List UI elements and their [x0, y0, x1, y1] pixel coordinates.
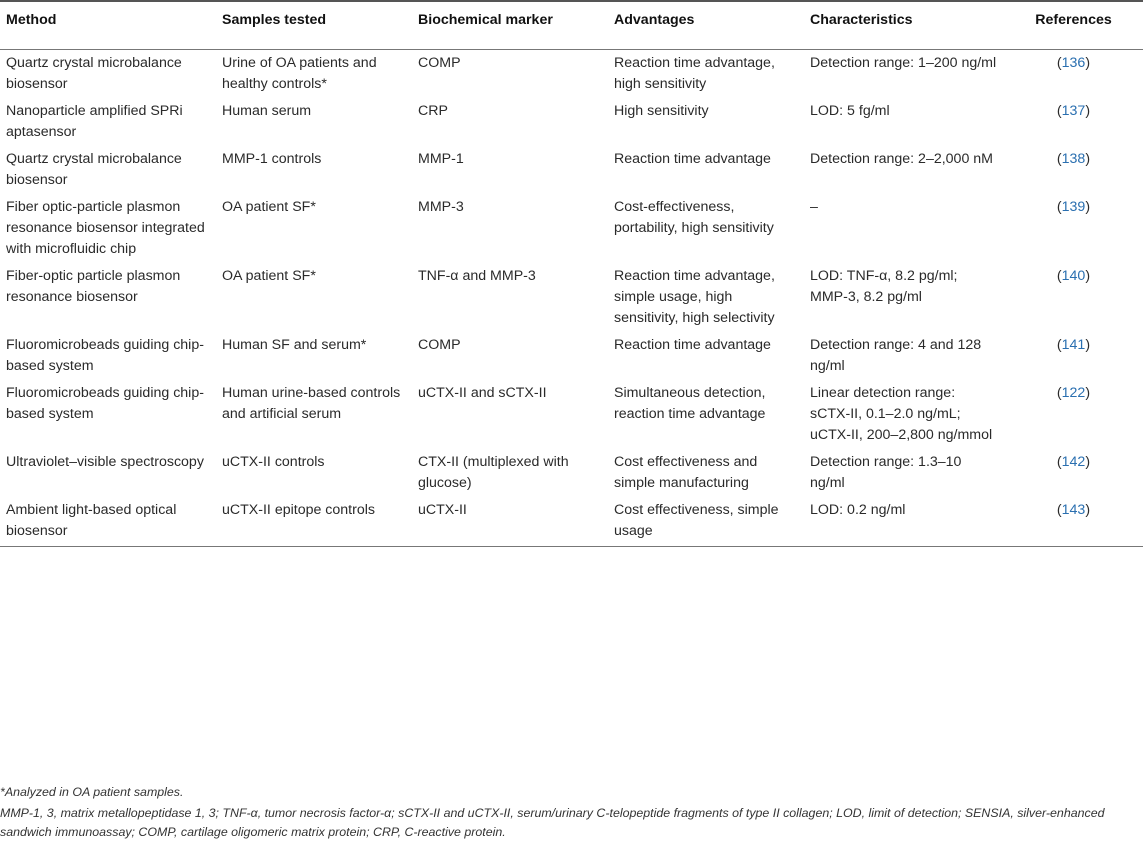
ref-open-paren: ( — [1056, 501, 1062, 518]
cell-advantages: High sensitivity — [614, 102, 709, 119]
cell-reference — [1004, 380, 1143, 449]
cell-characteristics: Detection range: 1–200 ng/ml — [810, 54, 997, 71]
cell-characteristics: Detection range: 2–2,000 nM — [810, 150, 993, 167]
reference-link[interactable]: 136 — [1061, 54, 1086, 71]
cell-marker: CTX-II (multiplexed with glucose) — [418, 453, 569, 491]
cell-marker: CRP — [418, 102, 448, 119]
ref-open-paren: ( — [1056, 267, 1062, 284]
cell-characteristics: LOD: 0.2 ng/ml — [804, 497, 1004, 547]
cell-samples: Human SF and serum* — [222, 336, 367, 353]
header-marker: Biochemical marker — [412, 1, 608, 49]
cell-characteristics: LOD: 5 fg/ml — [810, 102, 890, 119]
cell-advantages: Simultaneous detection, reaction time advantage — [614, 384, 766, 422]
cell-advantages: Reaction time advantage — [614, 336, 771, 353]
ref-close-paren: ) — [1085, 54, 1091, 71]
cell-reference — [1004, 49, 1143, 98]
table-row — [0, 194, 1143, 263]
cell-characteristics: Detection range: 4 and 128 ng/ml — [810, 336, 982, 374]
cell-samples: MMP-1 controls — [222, 150, 322, 167]
cell-advantages: Reaction time advantage, simple usage, high sensitivity, high selectivity — [614, 267, 775, 326]
header-samples: Samples tested — [216, 1, 412, 49]
table-row — [0, 332, 1143, 380]
header-method: Method — [0, 1, 216, 49]
footnote-asterisk: *Analyzed in OA patient samples. — [0, 785, 184, 799]
cell-reference — [1004, 263, 1143, 332]
table-row — [0, 449, 1143, 497]
reference-link[interactable]: 141 — [1061, 336, 1086, 353]
cell-marker: uCTX-II — [412, 497, 608, 547]
cell-reference — [1004, 98, 1143, 146]
reference-link[interactable]: 140 — [1061, 267, 1086, 284]
cell-characteristics: LOD: TNF-α, 8.2 pg/ml; MMP-3, 8.2 pg/ml — [810, 267, 958, 305]
cell-marker: COMP — [418, 336, 461, 353]
reference-link[interactable]: 142 — [1061, 453, 1086, 470]
cell-marker: MMP-3 — [418, 198, 464, 215]
table-row — [0, 263, 1143, 332]
cell-marker: TNF-α and MMP-3 — [418, 267, 536, 284]
ref-close-paren: ) — [1085, 267, 1091, 284]
header-advantages: Advantages — [608, 1, 804, 49]
ref-close-paren: ) — [1085, 102, 1091, 119]
cell-samples: uCTX-II controls — [222, 453, 325, 470]
cell-reference — [1004, 332, 1143, 380]
cell-reference — [1004, 449, 1143, 497]
cell-advantages: Reaction time advantage, high sensitivity — [614, 54, 775, 92]
ref-open-paren: ( — [1056, 198, 1062, 215]
cell-method: Fiber-optic particle plasmon resonance biosensor — [6, 267, 181, 305]
table-row — [0, 380, 1143, 449]
cell-reference — [1004, 497, 1143, 547]
cell-method: Quartz crystal microbalance biosensor — [6, 54, 182, 92]
cell-marker: MMP-1 — [418, 150, 464, 167]
header-characteristics: Characteristics — [804, 1, 1004, 49]
table-row — [0, 146, 1143, 194]
ref-open-paren: ( — [1056, 336, 1062, 353]
cell-marker: COMP — [418, 54, 461, 71]
table-body — [0, 49, 1143, 546]
ref-close-paren: ) — [1085, 453, 1091, 470]
cell-method: Quartz crystal microbalance biosensor — [6, 150, 182, 188]
ref-open-paren: ( — [1056, 102, 1062, 119]
ref-close-paren: ) — [1085, 336, 1091, 353]
cell-samples: OA patient SF* — [222, 198, 316, 215]
cell-marker: uCTX-II and sCTX-II — [418, 384, 547, 401]
cell-samples: uCTX-II epitope controls — [216, 497, 412, 547]
ref-close-paren: ) — [1085, 150, 1091, 167]
ref-open-paren: ( — [1056, 54, 1062, 71]
cell-method: Ultraviolet–visible spectroscopy — [6, 453, 204, 470]
reference-link[interactable]: 143 — [1061, 501, 1086, 518]
ref-close-paren: ) — [1085, 198, 1091, 215]
table-row — [0, 49, 1143, 98]
cell-advantages: Cost effectiveness, simple usage — [608, 497, 804, 547]
cell-reference — [1004, 146, 1143, 194]
ref-open-paren: ( — [1056, 384, 1062, 401]
cell-reference — [1004, 194, 1143, 263]
cell-samples: Human urine-based controls and artificial serum — [222, 384, 401, 422]
table-row — [0, 98, 1143, 146]
cell-advantages: Cost-effectiveness, portability, high sensitivity — [614, 198, 774, 236]
ref-close-paren: ) — [1085, 384, 1091, 401]
cell-method: Fluoromicrobeads guiding chip-based system — [6, 336, 204, 374]
cell-samples: Urine of OA patients and healthy controls* — [222, 54, 377, 92]
cell-characteristics: Linear detection range: sCTX-II, 0.1–2.0 ng/mL; uCTX-II, 200–2,800 ng/mmol — [810, 384, 993, 443]
footnote-abbreviations: MMP-1, 3, matrix metallopeptidase 1, 3; TNF-α, tumor necrosis factor-α; sCTX-II and uCTX-II, serum/urinary C-telopeptide fragments of type II collagen; LOD, limit of detection; SENSIA, silver-enhanced sandwich immunoassay; COMP, cartilage oligomeric matrix protein; CRP, C-reactive protein. — [0, 806, 1105, 839]
cell-characteristics: Detection range: 1.3–10 ng/ml — [810, 453, 962, 491]
ref-close-paren: ) — [1085, 501, 1091, 518]
header-row — [0, 1, 1143, 49]
reference-link[interactable]: 138 — [1061, 150, 1086, 167]
reference-link[interactable]: 122 — [1061, 384, 1086, 401]
ref-open-paren: ( — [1056, 453, 1062, 470]
table-row — [0, 497, 1143, 547]
cell-samples: Human serum — [222, 102, 312, 119]
cell-samples: OA patient SF* — [222, 267, 316, 284]
cell-method: Nanoparticle amplified SPRi aptasensor — [6, 102, 183, 140]
cell-advantages: Cost effectiveness and simple manufacturing — [614, 453, 758, 491]
header-references: References — [1004, 1, 1143, 49]
ref-open-paren: ( — [1056, 150, 1062, 167]
reference-link[interactable]: 137 — [1061, 102, 1086, 119]
cell-advantages: Reaction time advantage — [614, 150, 771, 167]
cell-method: Fiber optic-particle plasmon resonance biosensor integrated with microfluidic chip — [6, 198, 205, 257]
cell-characteristics: – — [810, 198, 818, 215]
cell-method: Fluoromicrobeads guiding chip-based system — [6, 384, 204, 422]
cell-method: Ambient light-based optical biosensor — [0, 497, 216, 547]
reference-link[interactable]: 139 — [1061, 198, 1086, 215]
